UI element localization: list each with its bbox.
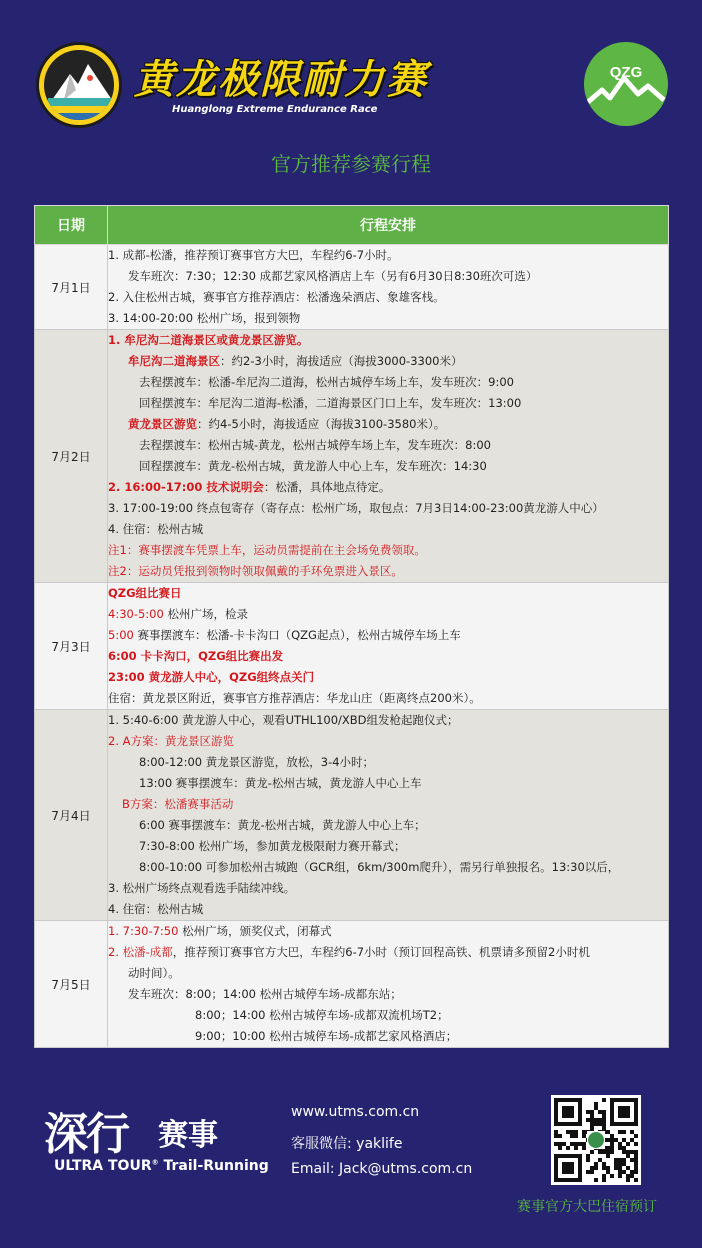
itinerary-line: 发车班次：8:00；14:00 松州古城停车场-成都东站； <box>128 987 402 1001</box>
row-date: 7月4日 <box>35 710 108 921</box>
itinerary-line-highlight: 2. 松潘-成都 <box>108 945 173 959</box>
row-itinerary <box>108 710 669 921</box>
brand-logo-cn: 深行 <box>44 1109 128 1160</box>
itinerary-line <box>108 921 668 942</box>
row-date: 7月1日 <box>35 245 108 330</box>
brand-logo-sub: 赛事 <box>158 1118 218 1153</box>
itinerary-line: 去程摆渡车：松潘-牟尼沟二道海，松州古城停车场上车，发车班次：9:00 <box>139 375 514 389</box>
brand-logo-en <box>54 1158 269 1174</box>
itinerary-line <box>108 625 668 646</box>
schedule-table <box>34 205 669 1048</box>
table-row <box>35 245 669 330</box>
itinerary-line: 注1：赛事摆渡车凭票上车，运动员需提前在主会场免费领取。 <box>108 543 426 557</box>
itinerary-line-highlight: 黄龙景区游览 <box>128 417 197 431</box>
itinerary-line-highlight: 牟尼沟二道海景区 <box>128 354 220 368</box>
itinerary-line: 23:00 黄龙游人中心，QZG组终点关门 <box>108 670 315 684</box>
huanglong-logo <box>36 42 122 128</box>
qr-code-icon[interactable] <box>551 1095 641 1185</box>
itinerary-line: 1. 牟尼沟二道海景区或黄龙景区游览。 <box>108 333 309 347</box>
row-date: 7月5日 <box>35 921 108 1048</box>
table-row <box>35 710 669 921</box>
itinerary-line-rest: 松州广场，检录 <box>163 607 248 621</box>
wechat-contact: 客服微信: yaklife <box>291 1136 403 1152</box>
row-itinerary <box>108 245 669 330</box>
row-itinerary <box>108 330 669 583</box>
itinerary-line: 4. 住宿：松州古城 <box>108 902 204 916</box>
row-itinerary <box>108 583 669 710</box>
qzg-badge-label: QZG <box>609 64 643 81</box>
brand-en-reg: ® <box>151 1158 159 1167</box>
itinerary-line: 2. 入住松州古城，赛事官方推荐酒店：松潘逸朵酒店、象雄客栈。 <box>108 290 445 304</box>
column-header-date: 日期 <box>35 206 108 245</box>
itinerary-line: 6:00 卡卡沟口，QZG组比赛出发 <box>108 649 284 663</box>
itinerary-line-highlight: 4:30-5:00 <box>108 607 164 621</box>
row-date: 7月3日 <box>35 583 108 710</box>
row-date: 7月2日 <box>35 330 108 583</box>
itinerary-line: 发车班次：7:30；12:30 成都艺家风格酒店上车（另有6月30日8:30班次可选） <box>128 269 538 283</box>
brand-en-sub: Trail-Running <box>163 1158 269 1174</box>
website-link[interactable]: www.utms.com.cn <box>291 1104 420 1120</box>
email-contact[interactable]: Email: Jack@utms.com.cn <box>291 1161 473 1177</box>
itinerary-line: 13:00 赛事摆渡车：黄龙-松州古城，黄龙游人中心上车 <box>139 776 422 790</box>
column-header-itinerary: 行程安排 <box>108 206 669 245</box>
itinerary-line: 动时间）。 <box>128 966 180 980</box>
itinerary-line: 3. 松州广场终点观看选手陆续冲线。 <box>108 881 296 895</box>
qr-caption: 赛事官方大巴住宿预订 <box>517 1199 657 1215</box>
itinerary-line: 住宿：黄龙景区附近，赛事官方推荐酒店：华龙山庄（距离终点200米）。 <box>108 691 481 705</box>
brand-en-text: ULTRA TOUR <box>54 1158 152 1174</box>
itinerary-line-highlight: 1. 7:30-7:50 <box>108 924 179 938</box>
itinerary-line: 注2：运动员凭报到领物时领取佩戴的手环免票进入景区。 <box>108 564 403 578</box>
mountain-runner-logo-icon <box>44 50 114 120</box>
event-title-cn: 黄龙极限耐力赛 <box>134 57 428 103</box>
page-title: 官方推荐参赛行程 <box>271 152 431 176</box>
itinerary-line: 3. 14:00-20:00 松州广场，报到领物 <box>108 311 301 325</box>
itinerary-line-rest: ，推荐预订赛事官方大巴，车程约6-7小时（预订回程高铁、机票请多预留2小时机 <box>172 945 590 959</box>
itinerary-line: 2. A方案：黄龙景区游览 <box>108 734 234 748</box>
itinerary-line <box>108 351 668 372</box>
itinerary-line: QZG组比赛日 <box>108 586 182 600</box>
itinerary-line-rest: 松州广场，颁奖仪式，闭幕式 <box>178 924 332 938</box>
itinerary-line <box>108 604 668 625</box>
itinerary-line: B方案：松潘赛事活动 <box>122 797 234 811</box>
itinerary-line: 8:00；14:00 松州古城停车场-成都双流机场T2； <box>195 1008 449 1022</box>
table-row <box>35 330 669 583</box>
table-row <box>35 583 669 710</box>
itinerary-line: 8:00-10:00 可参加松州古城跑（GCR组，6km/300m爬升），需另行单独报名。13:30以后， <box>139 860 620 874</box>
row-itinerary <box>108 921 669 1048</box>
itinerary-line: 回程摆渡车：黄龙-松州古城，黄龙游人中心上车，发车班次：14:30 <box>139 459 487 473</box>
itinerary-line: 回程摆渡车：牟尼沟二道海-松潘，二道海景区门口上车，发车班次：13:00 <box>139 396 522 410</box>
itinerary-line-rest: 赛事摆渡车：松潘-卡卡沟口（QZG起点），松州古城停车场上车 <box>133 628 461 642</box>
itinerary-line: 4. 住宿：松州古城 <box>108 522 204 536</box>
itinerary-line: 去程摆渡车：松州古城-黄龙，松州古城停车场上车，发车班次：8:00 <box>139 438 491 452</box>
mountain-icon <box>584 42 668 126</box>
itinerary-line-highlight: 2. 16:00-17:00 技术说明会 <box>108 480 264 494</box>
itinerary-line: 6:00 赛事摆渡车：黄龙-松州古城，黄龙游人中心上车； <box>139 818 426 832</box>
itinerary-line <box>108 477 668 498</box>
itinerary-line-rest: ：松潘，具体地点待定。 <box>263 480 391 494</box>
itinerary-line: 9:00；10:00 松州古城停车场-成都艺家风格酒店； <box>195 1029 458 1043</box>
itinerary-line: 8:00-12:00 黄龙景区游览，放松，3-4小时； <box>139 755 375 769</box>
event-title-en: Huanglong Extreme Endurance Race <box>172 104 378 115</box>
itinerary-line-rest: ：约2-3小时，海拔适应（海拔3000-3300米） <box>220 354 463 368</box>
itinerary-line <box>108 414 668 435</box>
itinerary-line <box>108 942 668 963</box>
itinerary-line: 7:30-8:00 松州广场，参加黄龙极限耐力赛开幕式； <box>139 839 406 853</box>
itinerary-line: 1. 5:40-6:00 黄龙游人中心，观看UTHL100/XBD组发枪起跑仪式； <box>108 713 459 727</box>
itinerary-line-rest: ：约4-5小时，海拔适应（海拔3100-3580米）。 <box>197 417 446 431</box>
qzg-badge <box>584 42 668 126</box>
itinerary-line: 1. 成都-松潘，推荐预订赛事官方大巴，车程约6-7小时。 <box>108 248 399 262</box>
itinerary-line-highlight: 5:00 <box>108 628 134 642</box>
itinerary-line: 3. 17:00-19:00 终点包寄存（寄存点：松州广场，取包点：7月3日14:00-23:00黄龙游人中心） <box>108 501 604 515</box>
table-row <box>35 921 669 1048</box>
